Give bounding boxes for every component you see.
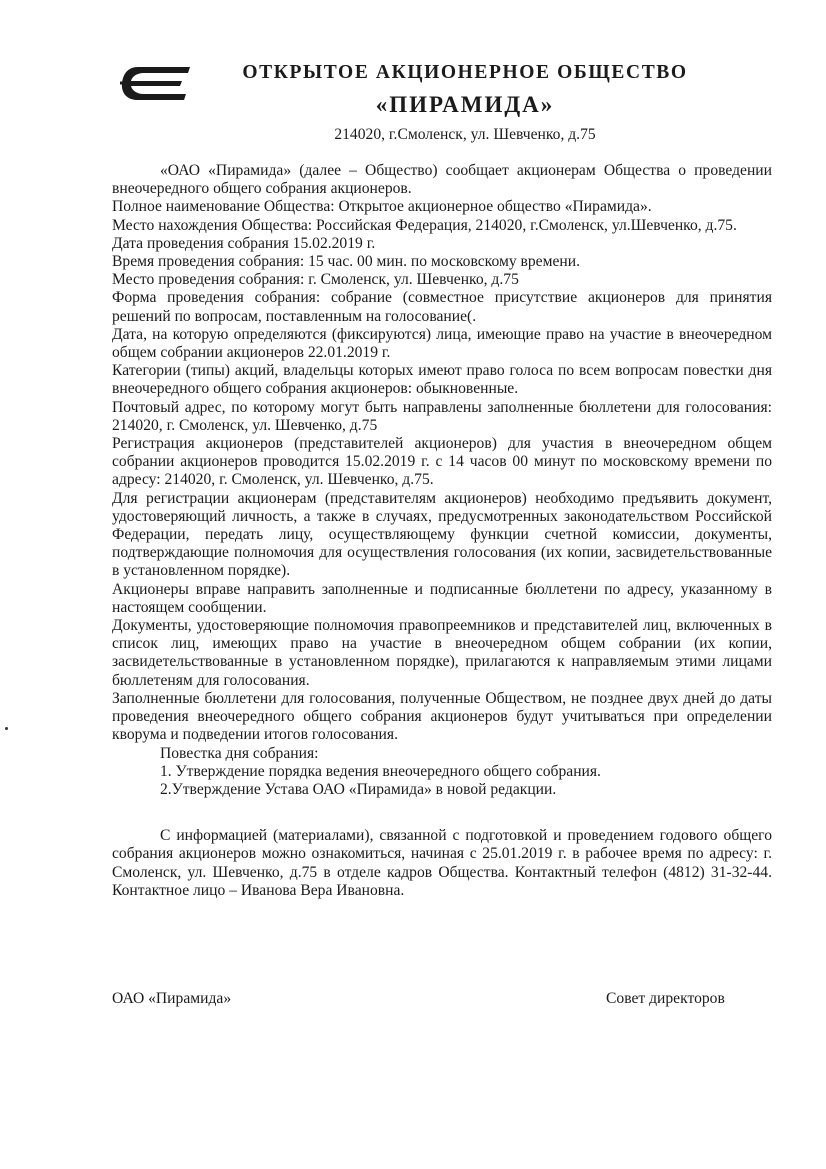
agenda-item: 2.Утверждение Устава ОАО «Пирамида» в новой редакции. bbox=[160, 780, 557, 798]
intro-paragraph: «ОАО «Пирамида» (далее – Общество) сообщает акционерам Общества о проведении внеочередного общего собрания акционеров. bbox=[112, 162, 772, 198]
agenda-title: Повестка дня собрания: bbox=[160, 744, 319, 762]
scan-speck bbox=[5, 727, 8, 730]
notice-body bbox=[112, 162, 772, 900]
agenda-list bbox=[112, 763, 772, 799]
postal-address-paragraph: Почтовый адрес, по которому могут быть направлены заполненные бюллетени для голосования: 214020, г. Смоленск, ул. Шевченко, д.75 bbox=[112, 398, 772, 434]
footer-board: Совет директоров bbox=[606, 990, 725, 1007]
meeting-date-paragraph: Дата проведения собрания 15.02.2019 г. bbox=[112, 234, 376, 252]
meeting-time-paragraph: Время проведения собрания: 15 час. 00 мин. по московскому времени. bbox=[112, 253, 580, 271]
footer-company: ОАО «Пирамида» bbox=[112, 990, 232, 1007]
ballots-right-paragraph: Акционеры вправе направить заполненные и подписанные бюллетени по адресу, указанному в настоящем сообщении. bbox=[112, 580, 772, 616]
spacer bbox=[112, 799, 772, 827]
company-title: ОТКРЫТОЕ АКЦИОНЕРНОЕ ОБЩЕСТВО bbox=[242, 62, 688, 83]
registration-docs-paragraph: Для регистрации акционерам (представителям акционеров) необходимо предъявить документ, удостоверяющий личность, а также в случаях, предусмотренных законодательством Российской Федерации, передать лицу, осуществляющему функции счетной комиссии, документы, подтверждающие полномочия для осуществления голосования (их копии, засвидетельствованные в установленном порядке). bbox=[112, 489, 772, 580]
materials-paragraph: С информацией (материалами), связанной с подготовкой и проведением годового общего собрания акционеров можно ознакомиться, начиная с 25.01.2019 г. в рабочее время по адресу: г. Смоленск, ул. Шевченко, д.75 в отделе кадров Общества. Контактный телефон (4812) 31-32-44. Контактное лицо – Иванова Вера Ивановна. bbox=[112, 827, 772, 899]
full-name-paragraph: Полное наименование Общества: Открытое акционерное общество «Пирамида». bbox=[112, 198, 652, 216]
location-paragraph: Место нахождения Общества: Российская Федерация, 214020, г.Смоленск, ул.Шевченко, д.75. bbox=[112, 216, 737, 234]
record-date-paragraph: Дата, на которую определяются (фиксируются) лица, имеющие право на участие в внеочередном общем собрании акционеров 22.01.2019 г. bbox=[112, 325, 772, 362]
share-categories-paragraph: Категории (типы) акций, владельцы которых имеют право голоса по всем вопросам повестки дня внеочередного общего собрания акционеров: обыкновенные. bbox=[112, 362, 772, 398]
authority-docs-paragraph: Документы, удостоверяющие полномочия правопреемников и представителей лиц, включенных в список лиц, имеющих право на участие в внеочередном общем собрании (их копии, засвидетельствованные в установленном порядке), прилагаются к направляемым этими лицами бюллетеням для голосования. bbox=[112, 617, 772, 689]
company-logo-icon bbox=[120, 64, 194, 102]
meeting-form-paragraph: Форма проведения собрания: собрание (совместное присутствие акционеров для принятия решений по вопросам, поставленным на голосование(. bbox=[112, 289, 772, 325]
agenda-item: 1. Утверждение порядка ведения внеочередного общего собрания. bbox=[160, 762, 601, 780]
registration-paragraph: Регистрация акционеров (представителей акционеров) для участия в внеочередном общем собрании акционеров проводится 15.02.2019 г. с 14 часов 00 минут по московскому времени по адресу: 214020, г. Смоленск, ул. Шевченко, д.75. bbox=[112, 435, 772, 489]
company-address: 214020, г.Смоленск, ул. Шевченко, д.75 bbox=[334, 126, 596, 143]
meeting-place-paragraph: Место проведения собрания: г. Смоленск, ул. Шевченко, д.75 bbox=[112, 271, 519, 289]
company-name: «ПИРАМИДА» bbox=[375, 92, 555, 117]
ballots-deadline-paragraph: Заполненные бюллетени для голосования, полученные Обществом, не позднее двух дней до даты проведения внеочередного общего собрания акционеров будут учитываться при определении кворума и подведении итогов голосования. bbox=[112, 689, 772, 744]
